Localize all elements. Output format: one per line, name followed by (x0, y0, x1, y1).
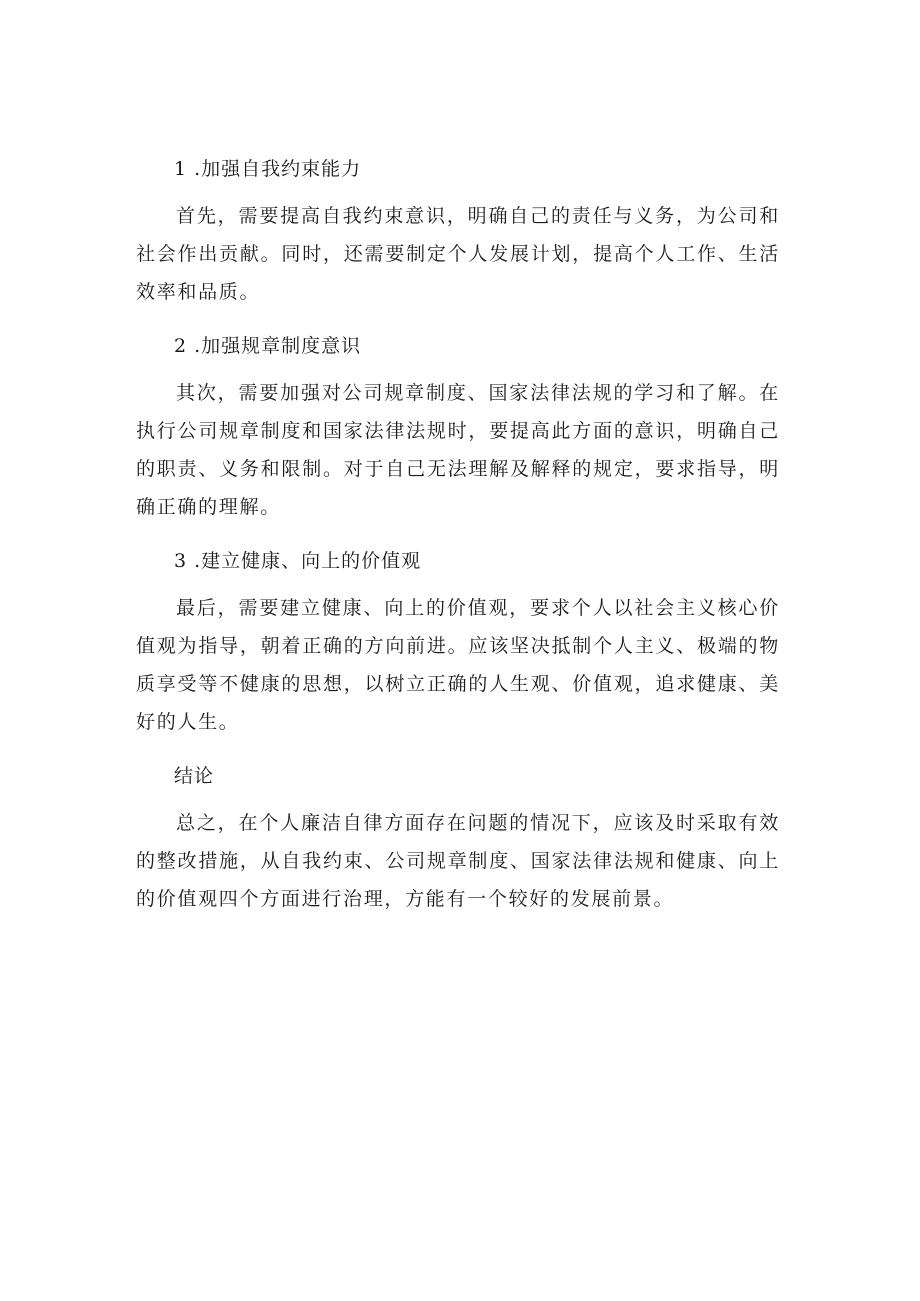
section-heading-2: 2 .加强规章制度意识 (174, 335, 362, 357)
conclusion-heading: 结论 (174, 765, 215, 787)
section-paragraph-3: 最后，需要建立健康、向上的价值观，要求个人以社会主义核心价值观为指导，朝着正确的方向前进。应该坚决抵制个人主义、极端的物质享受等不健康的思想，以树立正确的人生观、价值观，追求健康、美好的人生。 (136, 597, 780, 733)
conclusion-paragraph: 总之，在个人廉洁自律方面存在问题的情况下，应该及时采取有效的整改措施，从自我约束、公司规章制度、国家法律法规和健康、向上的价值观四个方面进行治理，方能有一个较好的发展前景。 (136, 812, 780, 910)
section-heading-3: 3 .建立健康、向上的价值观 (174, 550, 422, 572)
section-heading-1: 1 .加强自我约束能力 (174, 158, 362, 180)
section-paragraph-2: 其次，需要加强对公司规章制度、国家法律法规的学习和了解。在执行公司规章制度和国家法律法规时，要提高此方面的意识，明确自己的职责、义务和限制。对于自己无法理解及解释的规定，要求指导，明确正确的理解。 (136, 382, 780, 518)
section-paragraph-1: 首先，需要提高自我约束意识，明确自己的责任与义务，为公司和社会作出贡献。同时，还需要制定个人发展计划，提高个人工作、生活效率和品质。 (136, 205, 780, 303)
document-page (136, 150, 780, 918)
